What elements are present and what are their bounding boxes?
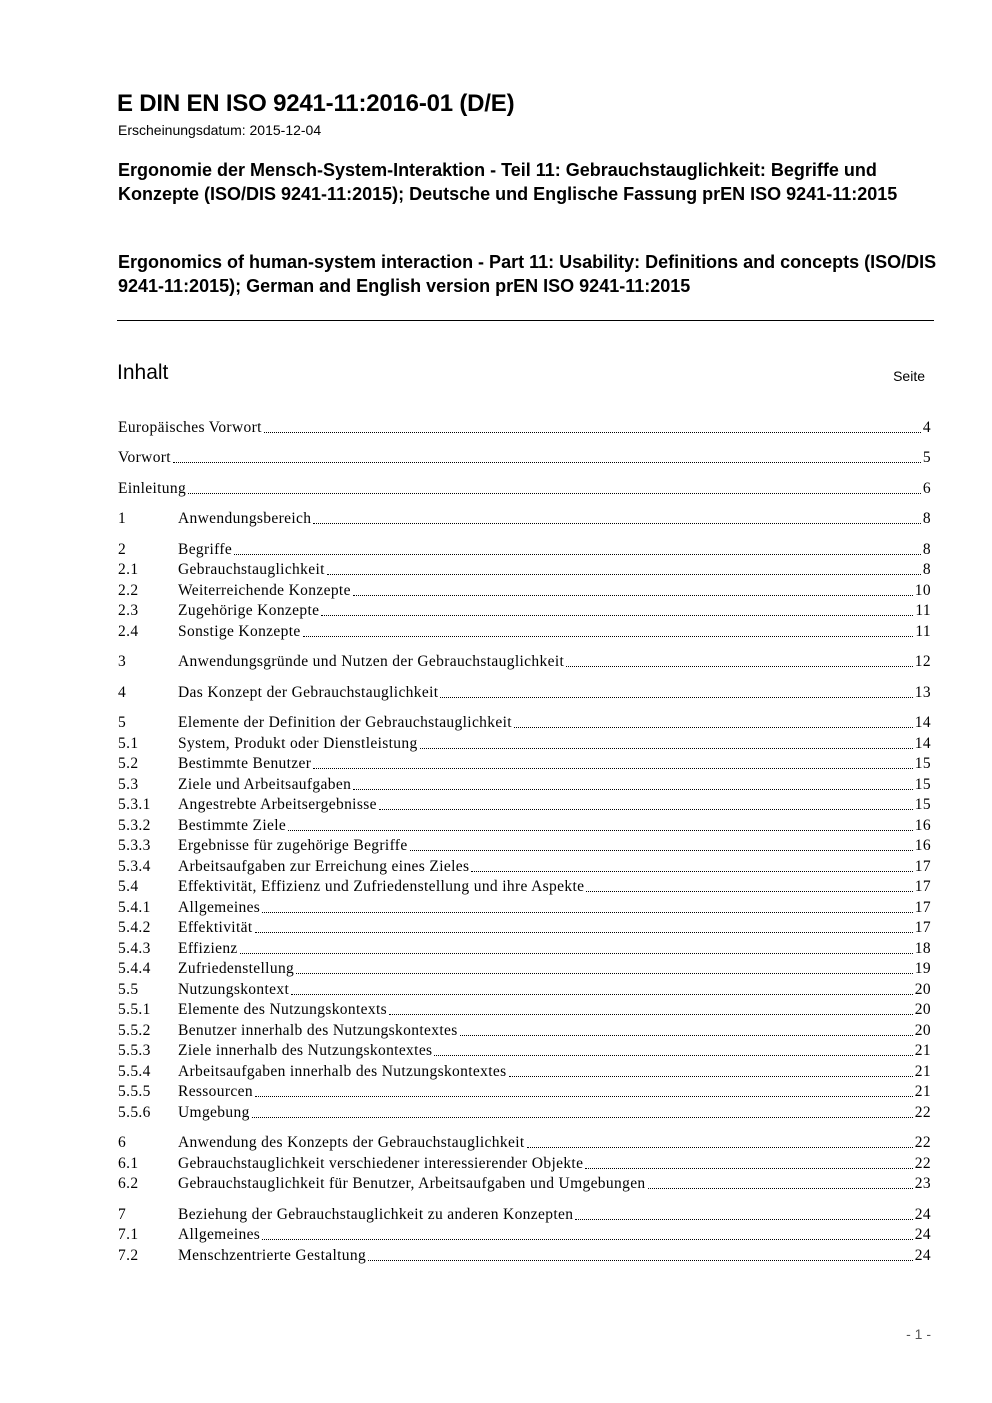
toc-entry-number: 2.4: [118, 623, 139, 640]
toc-entry-number: 4: [118, 684, 127, 701]
toc-entry[interactable]: [118, 1103, 931, 1123]
toc-entry-title: Anwendung des Konzepts der Gebrauchstauglichkeit: [178, 1134, 525, 1151]
toc-entry-title: Gebrauchstauglichkeit für Benutzer, Arbeitsaufgaben und Umgebungen: [178, 1175, 646, 1192]
toc-leader-dots: [313, 522, 921, 524]
title-german: Ergonomie der Mensch-System-Interaktion - Teil 11: Gebrauchstauglichkeit: Begriffe und Konzepte (ISO/DIS 9241-11:2015); Deutsche und Englische Fassung prEN ISO 9241-11:2015: [118, 160, 898, 204]
toc-entry-number: 2.3: [118, 602, 139, 619]
toc-entry-title: System, Produkt oder Dienstleistung: [178, 735, 418, 752]
toc-entry-page: 14: [914, 735, 931, 752]
toc-leader-dots: [585, 1167, 912, 1169]
toc-leader-dots: [255, 1095, 913, 1097]
toc-entry-page: 22: [914, 1155, 931, 1172]
toc-entry[interactable]: [118, 479, 931, 499]
toc-entry-title: Elemente des Nutzungskontexts: [178, 1001, 388, 1018]
toc-entry-number: 5.4.1: [118, 899, 151, 916]
toc-entry-title: Allgemeines: [178, 1226, 261, 1243]
toc-entry-number: 2.2: [118, 582, 139, 599]
toc-entry-number: 6: [118, 1134, 127, 1151]
toc-leader-dots: [471, 870, 912, 872]
toc-entry[interactable]: [118, 652, 931, 672]
toc-leader-dots: [252, 1116, 913, 1118]
toc-entry-title: Bestimmte Ziele: [178, 817, 287, 834]
toc-entry-number: 7.2: [118, 1247, 139, 1264]
toc-entry-page: 21: [914, 1063, 931, 1080]
toc-entry-number: 5.4: [118, 878, 139, 895]
toc-entry-title: Gebrauchstauglichkeit: [178, 561, 325, 578]
toc-leader-dots: [434, 1054, 912, 1056]
toc-leader-dots: [327, 573, 921, 575]
toc-entry-title: Menschzentrierte Gestaltung: [178, 1247, 367, 1264]
toc-entry-page: 15: [914, 796, 931, 813]
toc-leader-dots: [291, 993, 913, 995]
toc-entry-number: 3: [118, 653, 127, 670]
toc-entry-page: 6: [922, 480, 931, 497]
toc-leader-dots: [262, 1238, 913, 1240]
toc-leader-dots: [313, 767, 913, 769]
toc-entry-title: Benutzer innerhalb des Nutzungskontextes: [178, 1022, 458, 1039]
toc-entry-page: 14: [914, 714, 931, 731]
toc-entry-title: Anwendungsbereich: [178, 510, 312, 527]
toc-entry-number: 6.1: [118, 1155, 139, 1172]
toc-leader-dots: [353, 788, 913, 790]
toc-entry-number: 5.3.1: [118, 796, 151, 813]
toc-entry[interactable]: [118, 560, 931, 580]
toc-entry-title: Weiterreichende Konzepte: [178, 582, 351, 599]
toc-entry-title: Nutzungskontext: [178, 981, 290, 998]
toc-entry-number: 5.5: [118, 981, 139, 998]
toc-entry[interactable]: [118, 898, 931, 918]
toc-entry-page: 12: [914, 653, 931, 670]
toc-entry-title: Ziele und Arbeitsaufgaben: [178, 776, 352, 793]
toc-leader-dots: [353, 594, 913, 596]
toc-entry-page: 16: [914, 837, 931, 854]
toc-entry[interactable]: [118, 754, 931, 774]
toc-entry-page: 15: [914, 776, 931, 793]
toc-leader-dots: [296, 972, 913, 974]
toc-entry-title: Gebrauchstauglichkeit verschiedener interessierender Objekte: [178, 1155, 584, 1172]
toc-entry-title: Begriffe: [178, 541, 233, 558]
toc-entry-number: 5.4.4: [118, 960, 151, 977]
toc-entry-title: Zufriedenstellung: [178, 960, 295, 977]
toc-entry[interactable]: [118, 418, 931, 438]
toc-entry-page: 24: [914, 1206, 931, 1223]
toc-leader-dots: [575, 1218, 912, 1220]
toc-entry-page: 20: [914, 981, 931, 998]
toc-entry-page: 15: [914, 755, 931, 772]
toc-entry-number: 2.1: [118, 561, 139, 578]
toc-entry-page: 8: [922, 541, 931, 558]
toc-leader-dots: [321, 614, 913, 616]
toc-entry-page: 18: [914, 940, 931, 957]
toc-entry-page: 8: [922, 510, 931, 527]
toc-entry-title: Vorwort: [118, 449, 171, 466]
toc-entry[interactable]: [118, 581, 931, 601]
toc-entry-number: 5.5.6: [118, 1104, 151, 1121]
toc-entry[interactable]: [118, 713, 931, 733]
toc-leader-dots: [586, 890, 912, 892]
toc-entry-page: 23: [914, 1175, 931, 1192]
toc-entry-number: 7.1: [118, 1226, 139, 1243]
toc-entry[interactable]: [118, 877, 931, 897]
toc-entry[interactable]: [118, 1174, 931, 1194]
toc-entry-title: Sonstige Konzepte: [178, 623, 301, 640]
toc-entry-page: 22: [914, 1134, 931, 1151]
toc-page-column-label: Seite: [893, 368, 925, 384]
toc-entry[interactable]: [118, 1225, 931, 1245]
table-of-contents: [118, 0, 931, 1403]
toc-entry[interactable]: [118, 1205, 931, 1225]
toc-entry-page: 17: [914, 899, 931, 916]
toc-entry-page: 11: [915, 602, 931, 619]
toc-entry-number: 6.2: [118, 1175, 139, 1192]
toc-leader-dots: [234, 553, 921, 555]
publication-date: Erscheinungsdatum: 2015-12-04: [118, 122, 322, 138]
toc-entry-title: Ziele innerhalb des Nutzungskontextes: [178, 1042, 433, 1059]
toc-entry-page: 16: [914, 817, 931, 834]
page-number: - 1 -: [906, 1326, 931, 1342]
toc-entry-page: 17: [914, 878, 931, 895]
toc-entry-title: Allgemeines: [178, 899, 261, 916]
toc-entry[interactable]: [118, 622, 931, 642]
toc-leader-dots: [255, 931, 913, 933]
document-id: E DIN EN ISO 9241-11:2016-01 (D/E): [117, 90, 515, 117]
toc-leader-dots: [440, 696, 912, 698]
toc-entry-page: 21: [914, 1083, 931, 1100]
toc-leader-dots: [288, 829, 913, 831]
toc-entry-number: 5.4.2: [118, 919, 151, 936]
toc-entry-number: 5.5.1: [118, 1001, 151, 1018]
toc-entry-title: Umgebung: [178, 1104, 250, 1121]
toc-entry-number: 5.3: [118, 776, 139, 793]
toc-entry-title: Das Konzept der Gebrauchstauglichkeit: [178, 684, 439, 701]
toc-entry-page: 22: [914, 1104, 931, 1121]
toc-entry[interactable]: [118, 980, 931, 1000]
toc-entry-page: 4: [922, 419, 931, 436]
toc-entry[interactable]: [118, 683, 931, 703]
toc-entry-title: Ergebnisse für zugehörige Begriffe: [178, 837, 408, 854]
toc-entry-page: 24: [914, 1226, 931, 1243]
toc-entry-number: 5.4.3: [118, 940, 151, 957]
toc-entry-title: Ressourcen: [178, 1083, 253, 1100]
toc-entry-number: 7: [118, 1206, 127, 1223]
toc-heading: Inhalt: [117, 361, 169, 384]
toc-leader-dots: [188, 492, 921, 494]
toc-entry-title: Zugehörige Konzepte: [178, 602, 320, 619]
title-english: Ergonomics of human-system interaction - Part 11: Usability: Definitions and concepts (ISO/DIS 9241-11:2015); German and English version prEN ISO 9241-11:2015: [118, 252, 937, 296]
toc-entry-page: 19: [914, 960, 931, 977]
toc-entry-page: 20: [914, 1022, 931, 1039]
toc-entry-title: Bestimmte Benutzer: [178, 755, 312, 772]
toc-entry-page: 13: [914, 684, 931, 701]
toc-entry-page: 21: [914, 1042, 931, 1059]
toc-entry-title: Arbeitsaufgaben zur Erreichung eines Zieles: [178, 858, 470, 875]
toc-entry-number: 5.3.3: [118, 837, 151, 854]
toc-leader-dots: [264, 431, 921, 433]
toc-entry-title: Anwendungsgründe und Nutzen der Gebrauchstauglichkeit: [178, 653, 565, 670]
toc-leader-dots: [303, 635, 914, 637]
toc-entry[interactable]: [118, 816, 931, 836]
toc-entry-number: 5.2: [118, 755, 139, 772]
toc-entry-title: Europäisches Vorwort: [118, 419, 262, 436]
toc-entry[interactable]: [118, 1154, 931, 1174]
toc-entry-number: 5.3.2: [118, 817, 151, 834]
toc-leader-dots: [379, 808, 913, 810]
toc-entry[interactable]: [118, 1000, 931, 1020]
toc-entry[interactable]: [118, 601, 931, 621]
toc-entry-title: Angestrebte Arbeitsergebnisse: [178, 796, 377, 813]
toc-entry-title: Effizienz: [178, 940, 238, 957]
toc-entry-number: 5.5.5: [118, 1083, 151, 1100]
toc-leader-dots: [368, 1259, 913, 1261]
toc-entry[interactable]: [118, 734, 931, 754]
toc-leader-dots: [410, 849, 913, 851]
toc-leader-dots: [262, 911, 913, 913]
toc-entry-page: 5: [922, 449, 931, 466]
toc-entry[interactable]: [118, 540, 931, 560]
toc-entry[interactable]: [118, 775, 931, 795]
toc-entry[interactable]: [118, 1041, 931, 1061]
toc-entry-title: Einleitung: [118, 480, 187, 497]
toc-entry[interactable]: [118, 836, 931, 856]
toc-leader-dots: [460, 1034, 913, 1036]
toc-entry-number: 5: [118, 714, 127, 731]
toc-entry-number: 1: [118, 510, 127, 527]
toc-entry-page: 17: [914, 858, 931, 875]
toc-entry-page: 20: [914, 1001, 931, 1018]
toc-entry-number: 5.1: [118, 735, 139, 752]
toc-entry[interactable]: [118, 795, 931, 815]
toc-entry-title: Beziehung der Gebrauchstauglichkeit zu anderen Konzepten: [178, 1206, 574, 1223]
toc-entry-title: Arbeitsaufgaben innerhalb des Nutzungskontextes: [178, 1063, 507, 1080]
toc-entry-title: Effektivität, Effizienz und Zufriedenstellung und ihre Aspekte: [178, 878, 585, 895]
toc-entry-number: 5.5.4: [118, 1063, 151, 1080]
toc-entry[interactable]: [118, 857, 931, 877]
toc-entry[interactable]: [118, 1082, 931, 1102]
toc-entry-page: 10: [914, 582, 931, 599]
toc-entry-page: 17: [914, 919, 931, 936]
toc-entry-title: Elemente der Definition der Gebrauchstauglichkeit: [178, 714, 512, 731]
toc-leader-dots: [389, 1013, 913, 1015]
toc-leader-dots: [240, 952, 913, 954]
toc-entry[interactable]: [118, 1133, 931, 1153]
toc-entry-number: 2: [118, 541, 127, 558]
toc-entry[interactable]: [118, 918, 931, 938]
toc-entry[interactable]: [118, 1062, 931, 1082]
toc-leader-dots: [566, 665, 913, 667]
toc-leader-dots: [509, 1075, 913, 1077]
toc-entry-title: Effektivität: [178, 919, 253, 936]
toc-entry-page: 24: [914, 1247, 931, 1264]
toc-entry-number: 5.5.3: [118, 1042, 151, 1059]
toc-leader-dots: [420, 747, 913, 749]
toc-entry-page: 11: [915, 623, 931, 640]
toc-entry[interactable]: [118, 939, 931, 959]
toc-leader-dots: [527, 1146, 913, 1148]
toc-entry-number: 5.5.2: [118, 1022, 151, 1039]
toc-entry-page: 8: [922, 561, 931, 578]
toc-leader-dots: [173, 461, 921, 463]
toc-entry[interactable]: [118, 509, 931, 529]
toc-entry[interactable]: [118, 448, 931, 468]
toc-entry[interactable]: [118, 1021, 931, 1041]
toc-leader-dots: [648, 1187, 913, 1189]
toc-entry[interactable]: [118, 1246, 931, 1266]
toc-leader-dots: [514, 726, 913, 728]
toc-entry-number: 5.3.4: [118, 858, 151, 875]
toc-entry[interactable]: [118, 959, 931, 979]
